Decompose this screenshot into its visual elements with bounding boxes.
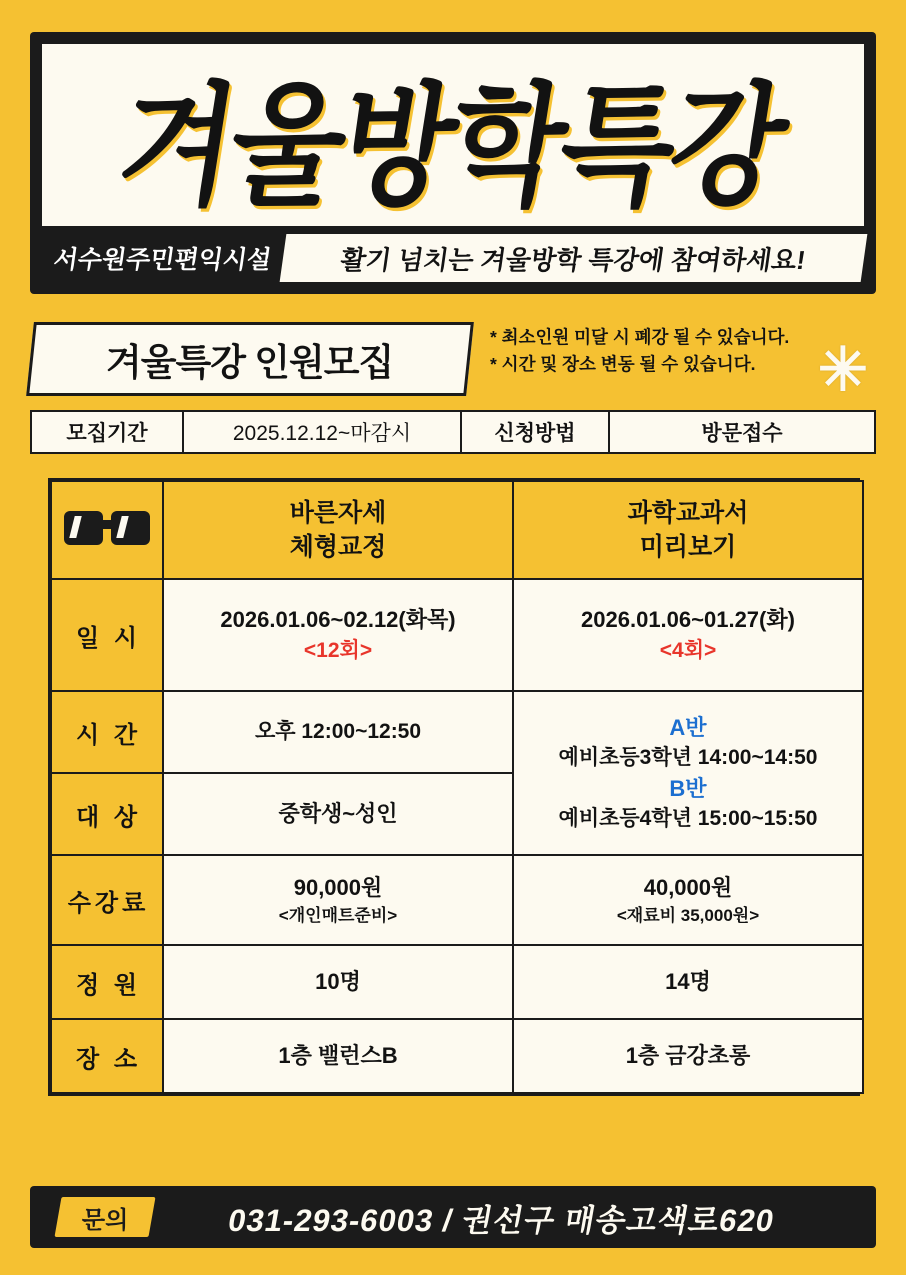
note-line: * 시간 및 장소 변동 될 수 있습니다. — [490, 354, 756, 375]
fee-a-note: <개인매트준비> — [278, 905, 398, 925]
fee-b-main: 40,000원 — [643, 875, 733, 901]
title-plate — [42, 44, 864, 226]
date-a-count: <12회> — [303, 638, 373, 662]
period-label: 모집기간 — [32, 412, 184, 452]
table-header-row — [51, 481, 863, 579]
class-a-name: A반 — [669, 714, 707, 740]
header-banner — [30, 32, 876, 294]
place-value-a: 1층 밸런스B — [163, 1019, 513, 1093]
fee-value-a — [163, 855, 513, 945]
class-b-name: B반 — [669, 776, 707, 801]
footer-contact-bar — [30, 1186, 876, 1248]
table-row — [51, 855, 863, 945]
recruit-band — [30, 322, 876, 403]
note-line: * 최소인원 미달 시 폐강 될 수 있습니다. — [490, 327, 790, 347]
row-label-date: 일 시 — [51, 579, 163, 691]
recruit-title-text: 겨울특강 인원모집 — [106, 342, 394, 383]
date-value-b — [513, 579, 863, 691]
date-a-main: 2026.01.06~02.12(화목) — [220, 607, 456, 633]
table-row — [51, 691, 863, 773]
table-row — [51, 945, 863, 1019]
course-b-line2: 미리보기 — [639, 533, 737, 561]
row-label-fee: 수강료 — [51, 855, 163, 945]
row-label-time: 시 간 — [51, 691, 163, 773]
course-a-line2: 체형교정 — [289, 533, 387, 561]
capacity-value-b: 14명 — [513, 945, 863, 1019]
period-strip — [30, 410, 876, 454]
time-target-value-b — [513, 691, 863, 855]
schedule-table-wrapper — [48, 478, 860, 1096]
glasses-icon — [51, 481, 163, 579]
contact-info: 031-293-6003 / 권선구 매송고색로620 — [225, 1202, 778, 1238]
recruit-title — [26, 322, 474, 396]
class-b-time: 예비초등4학년 15:00~15:50 — [558, 807, 818, 831]
time-value-a — [163, 691, 513, 773]
capacity-value-a: 10명 — [163, 945, 513, 1019]
date-b-main: 2026.01.06~01.27(화) — [581, 607, 795, 633]
date-value-a — [163, 579, 513, 691]
page-title: 겨울방학특강 — [109, 73, 793, 222]
contact-label — [54, 1197, 155, 1237]
course-b-line1: 과학교과서 — [627, 498, 749, 527]
asterisk-icon: ✳ — [817, 336, 868, 403]
fee-b-note: <재료비 35,000원> — [616, 905, 760, 925]
course-a-line1: 바른자세 — [289, 498, 387, 527]
place-value-b: 1층 금강초롱 — [513, 1019, 863, 1093]
apply-method-value: 방문접수 — [701, 422, 783, 445]
fee-a-main: 90,000원 — [293, 875, 383, 901]
apply-method-label: 신청방법 — [462, 412, 610, 452]
contact-label-text: 문의 — [81, 1206, 129, 1234]
row-label-place: 장 소 — [51, 1019, 163, 1093]
notes-list — [490, 324, 830, 378]
glasses-icon-shape — [64, 511, 150, 545]
row-label-capacity: 정 원 — [51, 945, 163, 1019]
organization-name: 서수원주민편익시설 — [51, 246, 274, 274]
course-header-a — [163, 481, 513, 579]
tagline-text: 활기 넘치는 겨울방학 특강에 참여하세요! — [339, 244, 808, 275]
course-header-b — [513, 481, 863, 579]
period-value: 2025.12.12~마감시 — [184, 412, 462, 452]
schedule-table — [50, 480, 864, 1094]
class-a-time: 예비초등3학년 14:00~14:50 — [558, 746, 818, 770]
tagline — [280, 234, 867, 282]
time-a-main: 오후 12:00~12:50 — [254, 720, 422, 744]
fee-value-b — [513, 855, 863, 945]
row-label-target: 대 상 — [51, 773, 163, 855]
table-row — [51, 579, 863, 691]
date-b-count: <4회> — [659, 638, 717, 662]
subtitle-row — [42, 234, 864, 282]
table-row — [51, 1019, 863, 1093]
target-value-a: 중학생~성인 — [163, 773, 513, 855]
